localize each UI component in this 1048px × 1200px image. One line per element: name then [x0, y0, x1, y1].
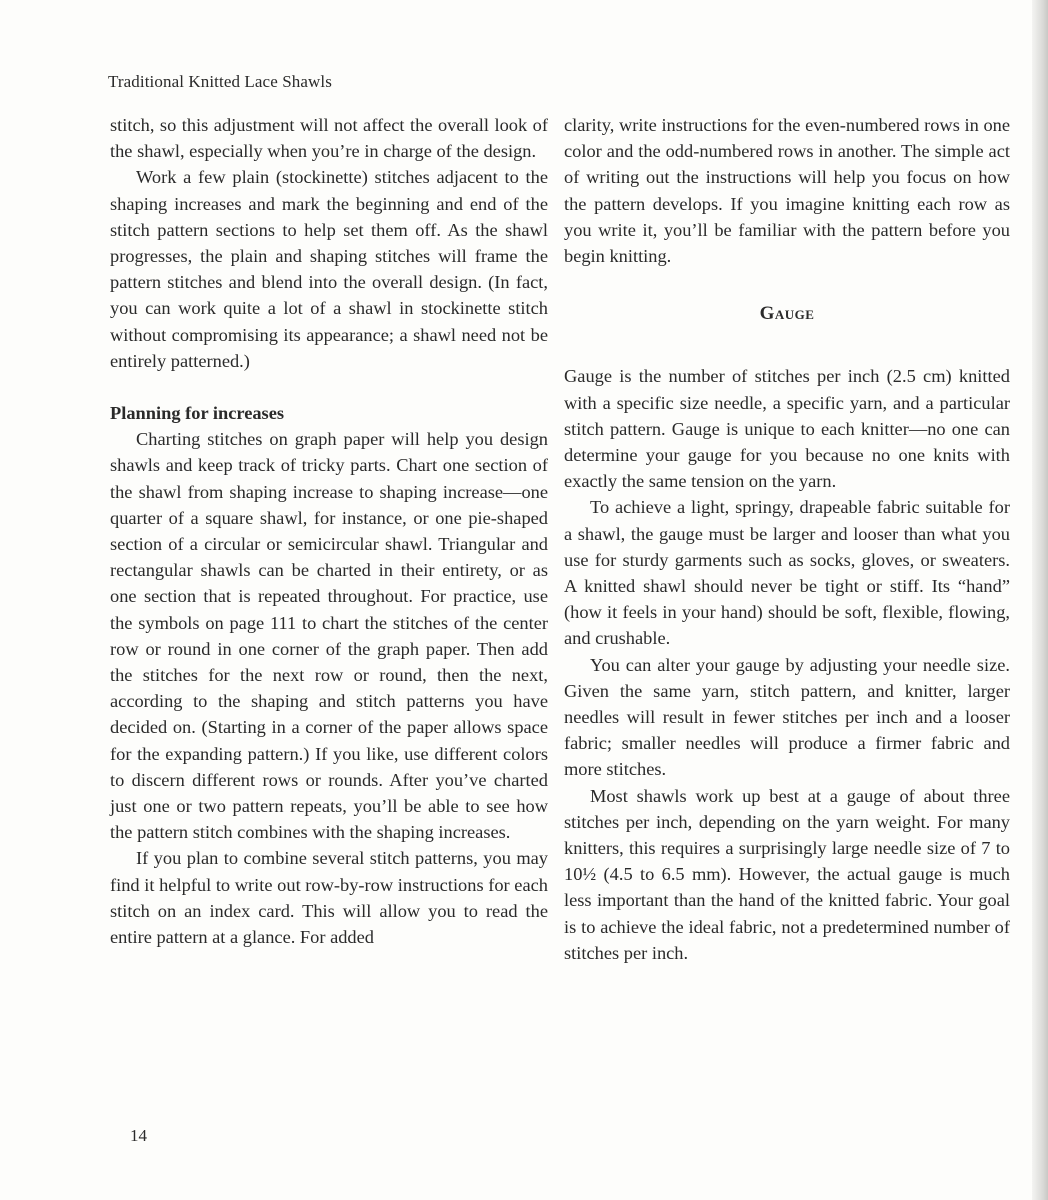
page-spine-shadow	[1032, 0, 1048, 1200]
paragraph: Most shawls work up best at a gauge of about three stitches per inch, depending on the yarn weight. For many knitters, this requires a surprisingly large needle size of 7 to 10½ (4.5 to 6.5 mm). However, the actual gauge is much less important than the hand of the knitted fabric. Your goal is to achieve the ideal fabric, not a predetermined number of stitches per inch.	[564, 785, 1010, 963]
paragraph: To achieve a light, springy, drapeable fabric suitable for a shawl, the gauge must be larger and looser than what you use for sturdy garments such as socks, gloves, or sweaters. A knitted shawl should never be tight or stiff. Its “hand” (how it feels in your hand) should be soft, flexible, flowing, and crushable.	[564, 497, 1010, 649]
paragraph: You can alter your gauge by adjusting your needle size. Given the same yarn, stitch pattern, and knitter, larger needles will result in fewer stitches per inch and a looser fabric; smaller needles will produce a firmer fabric and more stitches.	[564, 654, 1010, 780]
paragraph: stitch, so this adjustment will not affect the overall look of the shawl, especially when you’re in charge of the design.	[110, 115, 548, 162]
paragraph: Work a few plain (stockinette) stitches adjacent to the shaping increases and mark the beginning and end of the stitch pattern sections to help set them off. As the shawl progresses, the plain and shaping stitches will frame the pattern stitches and blend into the overall design. (In fact, you can work quite a lot of a shawl in stockinette stitch without compromising its appearance; a shawl need not be entirely patterned.)	[110, 167, 548, 371]
section-heading: Planning for increases	[110, 403, 285, 424]
right-column	[564, 112, 1010, 966]
running-head: Traditional Knitted Lace Shawls	[108, 72, 332, 91]
paragraph: clarity, write instructions for the even-numbered rows in one color and the odd-numbered rows in another. The simple act of writing out the instructions will help you focus on how the pattern develops. If you imagine knitting each row as you write it, you’ll be familiar with the pattern before you begin knitting.	[564, 115, 1010, 267]
page-number: 14	[130, 1126, 147, 1145]
paragraph: Gauge is the number of stitches per inch (2.5 cm) knitted with a specific size needle, a specific yarn, and a particular stitch pattern. Gauge is unique to each knitter—no one can determine your gauge for you because no one knits with exactly the same tension on the yarn.	[564, 366, 1010, 492]
section-heading: Gauge	[759, 303, 815, 325]
left-column	[110, 112, 548, 950]
paragraph: If you plan to combine several stitch patterns, you may find it helpful to write out row-by-row instructions for each stitch on an index card. This will allow you to read the entire pattern at a glance. For added	[110, 848, 548, 948]
paragraph: Charting stitches on graph paper will help you design shawls and keep track of tricky parts. Chart one section of the shawl from shaping increase to shaping increase—one quarter of a square shawl, for instance, or one pie-shaped section of a circular or semicircular shawl. Triangular and rectangular shawls can be charted in their entirety, or as one section that is repeated throughout. For practice, use the symbols on page 111 to chart the stitches of the center row or round in one corner of the graph paper. Then add the stitches for the next row or round, then the next, according to the shaping and stitch patterns you have decided on. (Starting in a corner of the paper allows space for the expanding pattern.) If you like, use different colors to discern different rows or rounds. After you’ve charted just one or two pattern repeats, you’ll be able to see how the pattern stitch combines with the shaping increases.	[110, 429, 548, 843]
